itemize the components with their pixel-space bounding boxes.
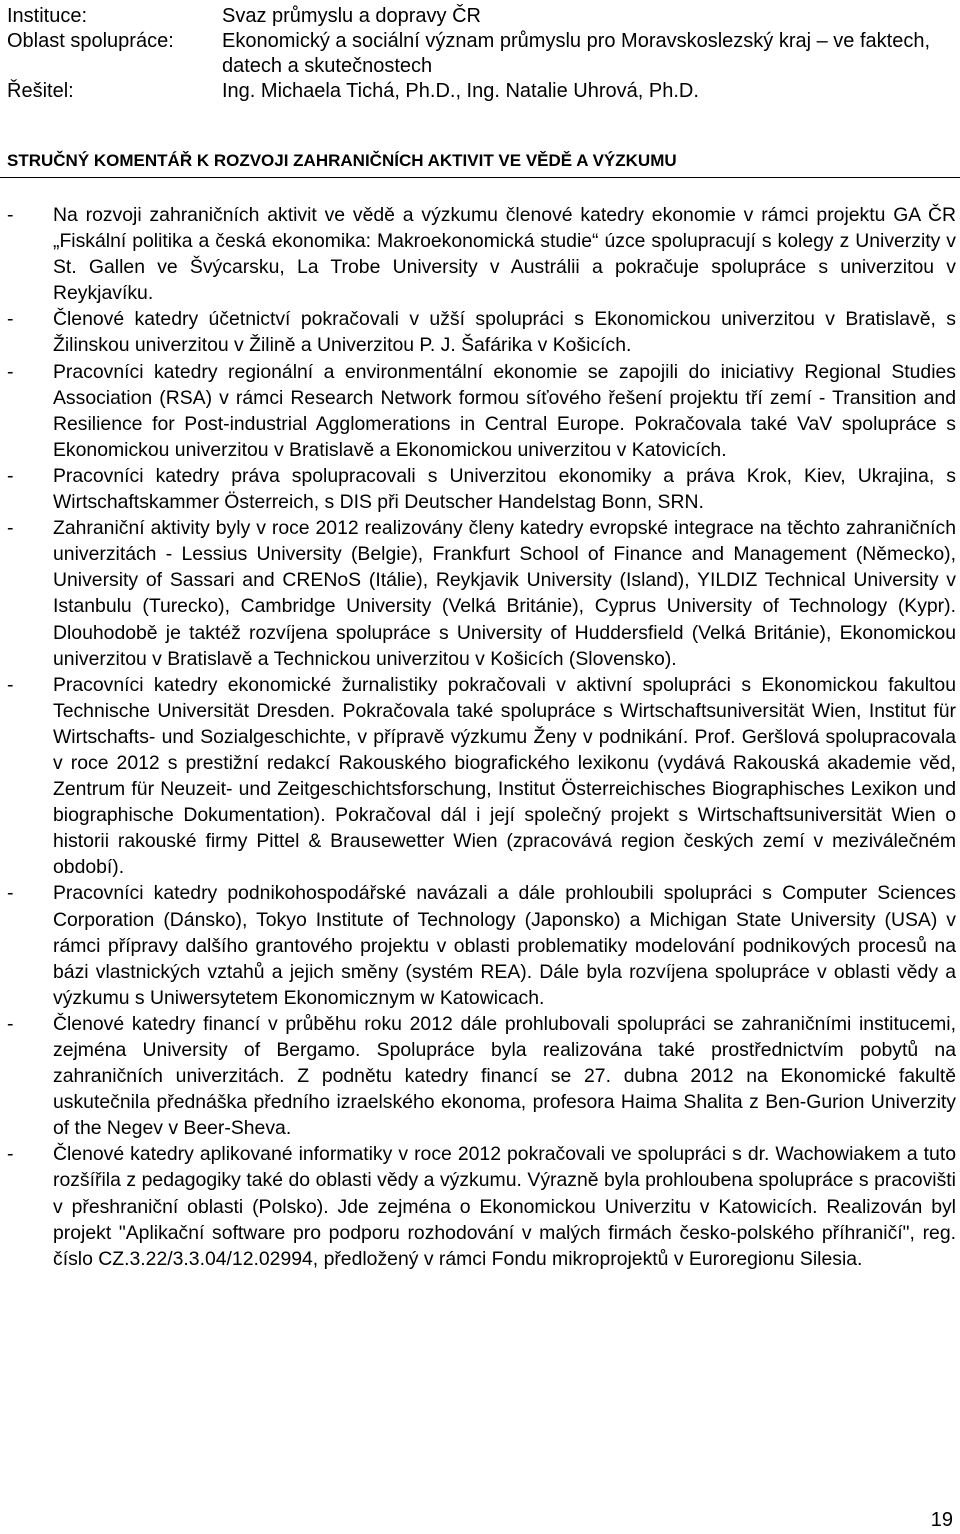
list-item-text: Pracovníci katedry regionální a environmentální ekonomie se zapojili do iniciativy Regional Studies Association (RSA) v rámci Research Network formou síťového řešení projektu tří zemí - Transition and Resilience for Post-industrial Agglomerations in Central Europe. Pokračovala také VaV spolupráce s Ekonomickou univerzitou v Bratislavě a Ekonomickou univerzitou v Katovicích. — [53, 360, 956, 461]
list-dash: - — [7, 204, 14, 226]
list-dash: - — [7, 1143, 14, 1166]
list-dash: - — [7, 673, 14, 696]
list-item-text: Členové katedry aplikované informatiky v roce 2012 pokračovali ve spolupráci s dr. Wachowiakem a tuto rozšířila z pedagogiky také do oblasti vědy a výzkumu. Výrazně byla prohloubena spolupráce s pracovišti v přeshraniční oblasti (Polsko). Jde zejména o Ekonomickou Univerzitu v Katowicích. Realizován byl projekt "Aplikační software pro podporu rozhodování v malých firmách česko-polského příhraničí", reg. číslo CZ.3.22/3.3.04/12.02994, předložený v rámci Fondu mikroprojektů v Euroregionu Silesia. — [53, 1143, 956, 1270]
list-dash: - — [7, 517, 14, 540]
institution-label: Instituce: — [7, 5, 88, 27]
document-metadata — [7, 4, 957, 104]
list-item-text: Pracovníci katedry práva spolupracovali s Univerzitou ekonomiky a práva Krok, Kiev, Ukrajina, s Wirtschaftskammer Österreich, s DIS při Deutscher Handelstag Bonn, SRN. — [53, 464, 956, 514]
meta-row-researcher — [7, 79, 957, 104]
list-item — [7, 1141, 956, 1271]
researcher-value: Ing. Michaela Tichá, Ph.D., Ing. Natalie Uhrová, Ph.D. — [222, 80, 699, 102]
list-item-text: Na rozvoji zahraničních aktivit ve vědě a výzkumu členové katedry ekonomie v rámci projektu GA ČR „Fiskální politika a česká ekonomika: Makroekonomická studie“ úzce spolupracují s kolegy z Univerzity v St. Gallen ve Švýcarsku, La Trobe University v Austrálii a pokračuje spolupráce s univerzitou v Reykjavíku. — [53, 204, 956, 305]
cooperation-area-label: Oblast spolupráce: — [7, 30, 174, 52]
list-item-text: Pracovníci katedry ekonomické žurnalistiky pokračovali v aktivní spolupráci s Ekonomickou fakultou Technische Universität Dresden. Pokračovala také spolupráce s Wirtschaftsuniversität Wien, Institut für Wirtschafts- und Sozialgeschichte, v přípravě výzkumu Ženy v podnikání. Prof. Geršlová spolupracovala v roce 2012 s prestižní redakcí Rakouského biografického lexikonu (vydává Rakouská akademie věd, Zentrum für Neuzeit- und Zeitgeschichtsforschung, Institut Österreichisches Biographisches Lexikon und biographische Dokumentation). Pokračoval dál i její společný projekt s Wirtschaftsuniversität Wien o historii rakouské firmy Pittel & Brausewetter Wien (zpracovává region českých zemí v meziválečném období). — [53, 673, 956, 879]
list-item — [7, 306, 956, 358]
list-item — [7, 880, 956, 1010]
institution-value: Svaz průmyslu a dopravy ČR — [222, 5, 481, 27]
list-item-text: Zahraniční aktivity byly v roce 2012 realizovány členy katedry evropské integrace na těchto zahraničních univerzitách - Lessius University (Belgie), Frankfurt School of Finance and Management (Německo), University of Sassari and CRENoS (Itálie), Reykjavik University (Island), YILDIZ Technical University v Istanbulu (Turecko), Cambridge University (Velká Británie), Cyprus University of Technology (Kypr). Dlouhodobě je taktéž rozvíjena spolupráce s University of Huddersfield (Velká Británie), Ekonomickou univerzitou v Bratislavě a Technickou univerzitou v Košicích (Slovensko). — [53, 517, 956, 670]
list-dash: - — [7, 464, 14, 487]
list-item-text: Členové katedry financí v průběhu roku 2012 dále prohlubovali spolupráci se zahraničními institucemi, zejména University of Bergamo. Spolupráce byla realizována také prostřednictvím pobytů na zahraničních univerzitách. Z podnětu katedry financí se 27. dubna 2012 na Ekonomické fakultě uskutečnila přednáška předního izraelského ekonoma, profesora Haima Shalita z Ben-Gurion Univerzity of the Negev v Beer-Sheva. — [53, 1012, 956, 1140]
list-item — [7, 1011, 956, 1141]
meta-row-cooperation-area — [7, 29, 957, 79]
list-dash: - — [7, 360, 14, 383]
list-dash: - — [7, 882, 14, 905]
page-number: 19 — [930, 1509, 953, 1531]
heading-divider — [0, 177, 960, 178]
section-heading: STRUČNÝ KOMENTÁŘ K ROZVOJI ZAHRANIČNÍCH AKTIVIT VE VĚDĚ A VÝZKUMU — [7, 151, 677, 170]
activity-list — [7, 202, 956, 1272]
list-item — [7, 202, 956, 306]
list-item — [7, 359, 956, 463]
meta-row-institution — [7, 4, 957, 29]
researcher-label: Řešitel: — [7, 80, 74, 102]
list-item-text: Pracovníci katedry podnikohospodářské navázali a dále prohloubili spolupráci s Computer Sciences Corporation (Dánsko), Tokyo Institute of Technology (Japonsko) a Michigan State University (USA) v rámci přípravy dalšího grantového projektu v oblasti problematiky modelování podnikových procesů na bázi vlastnických vztahů a jejich směny (systém REA). Dále byla rozvíjena spolupráce v oblasti vědy a výzkumu s Uniwersytetem Ekonomicznym w Katowicach. — [53, 882, 956, 1009]
list-dash: - — [7, 1012, 14, 1035]
list-item — [7, 672, 956, 881]
list-item — [7, 463, 956, 515]
cooperation-area-value: Ekonomický a sociální význam průmyslu pro Moravskoslezský kraj – ve faktech, datech a skutečnostech — [222, 30, 931, 77]
list-item — [7, 515, 956, 672]
list-item-text: Členové katedry účetnictví pokračovali v užší spolupráci s Ekonomickou univerzitou v Bratislavě, s Žilinskou univerzitou v Žilině a Univerzitou P. J. Šafárika v Košicích. — [53, 308, 956, 357]
list-dash: - — [7, 308, 14, 331]
